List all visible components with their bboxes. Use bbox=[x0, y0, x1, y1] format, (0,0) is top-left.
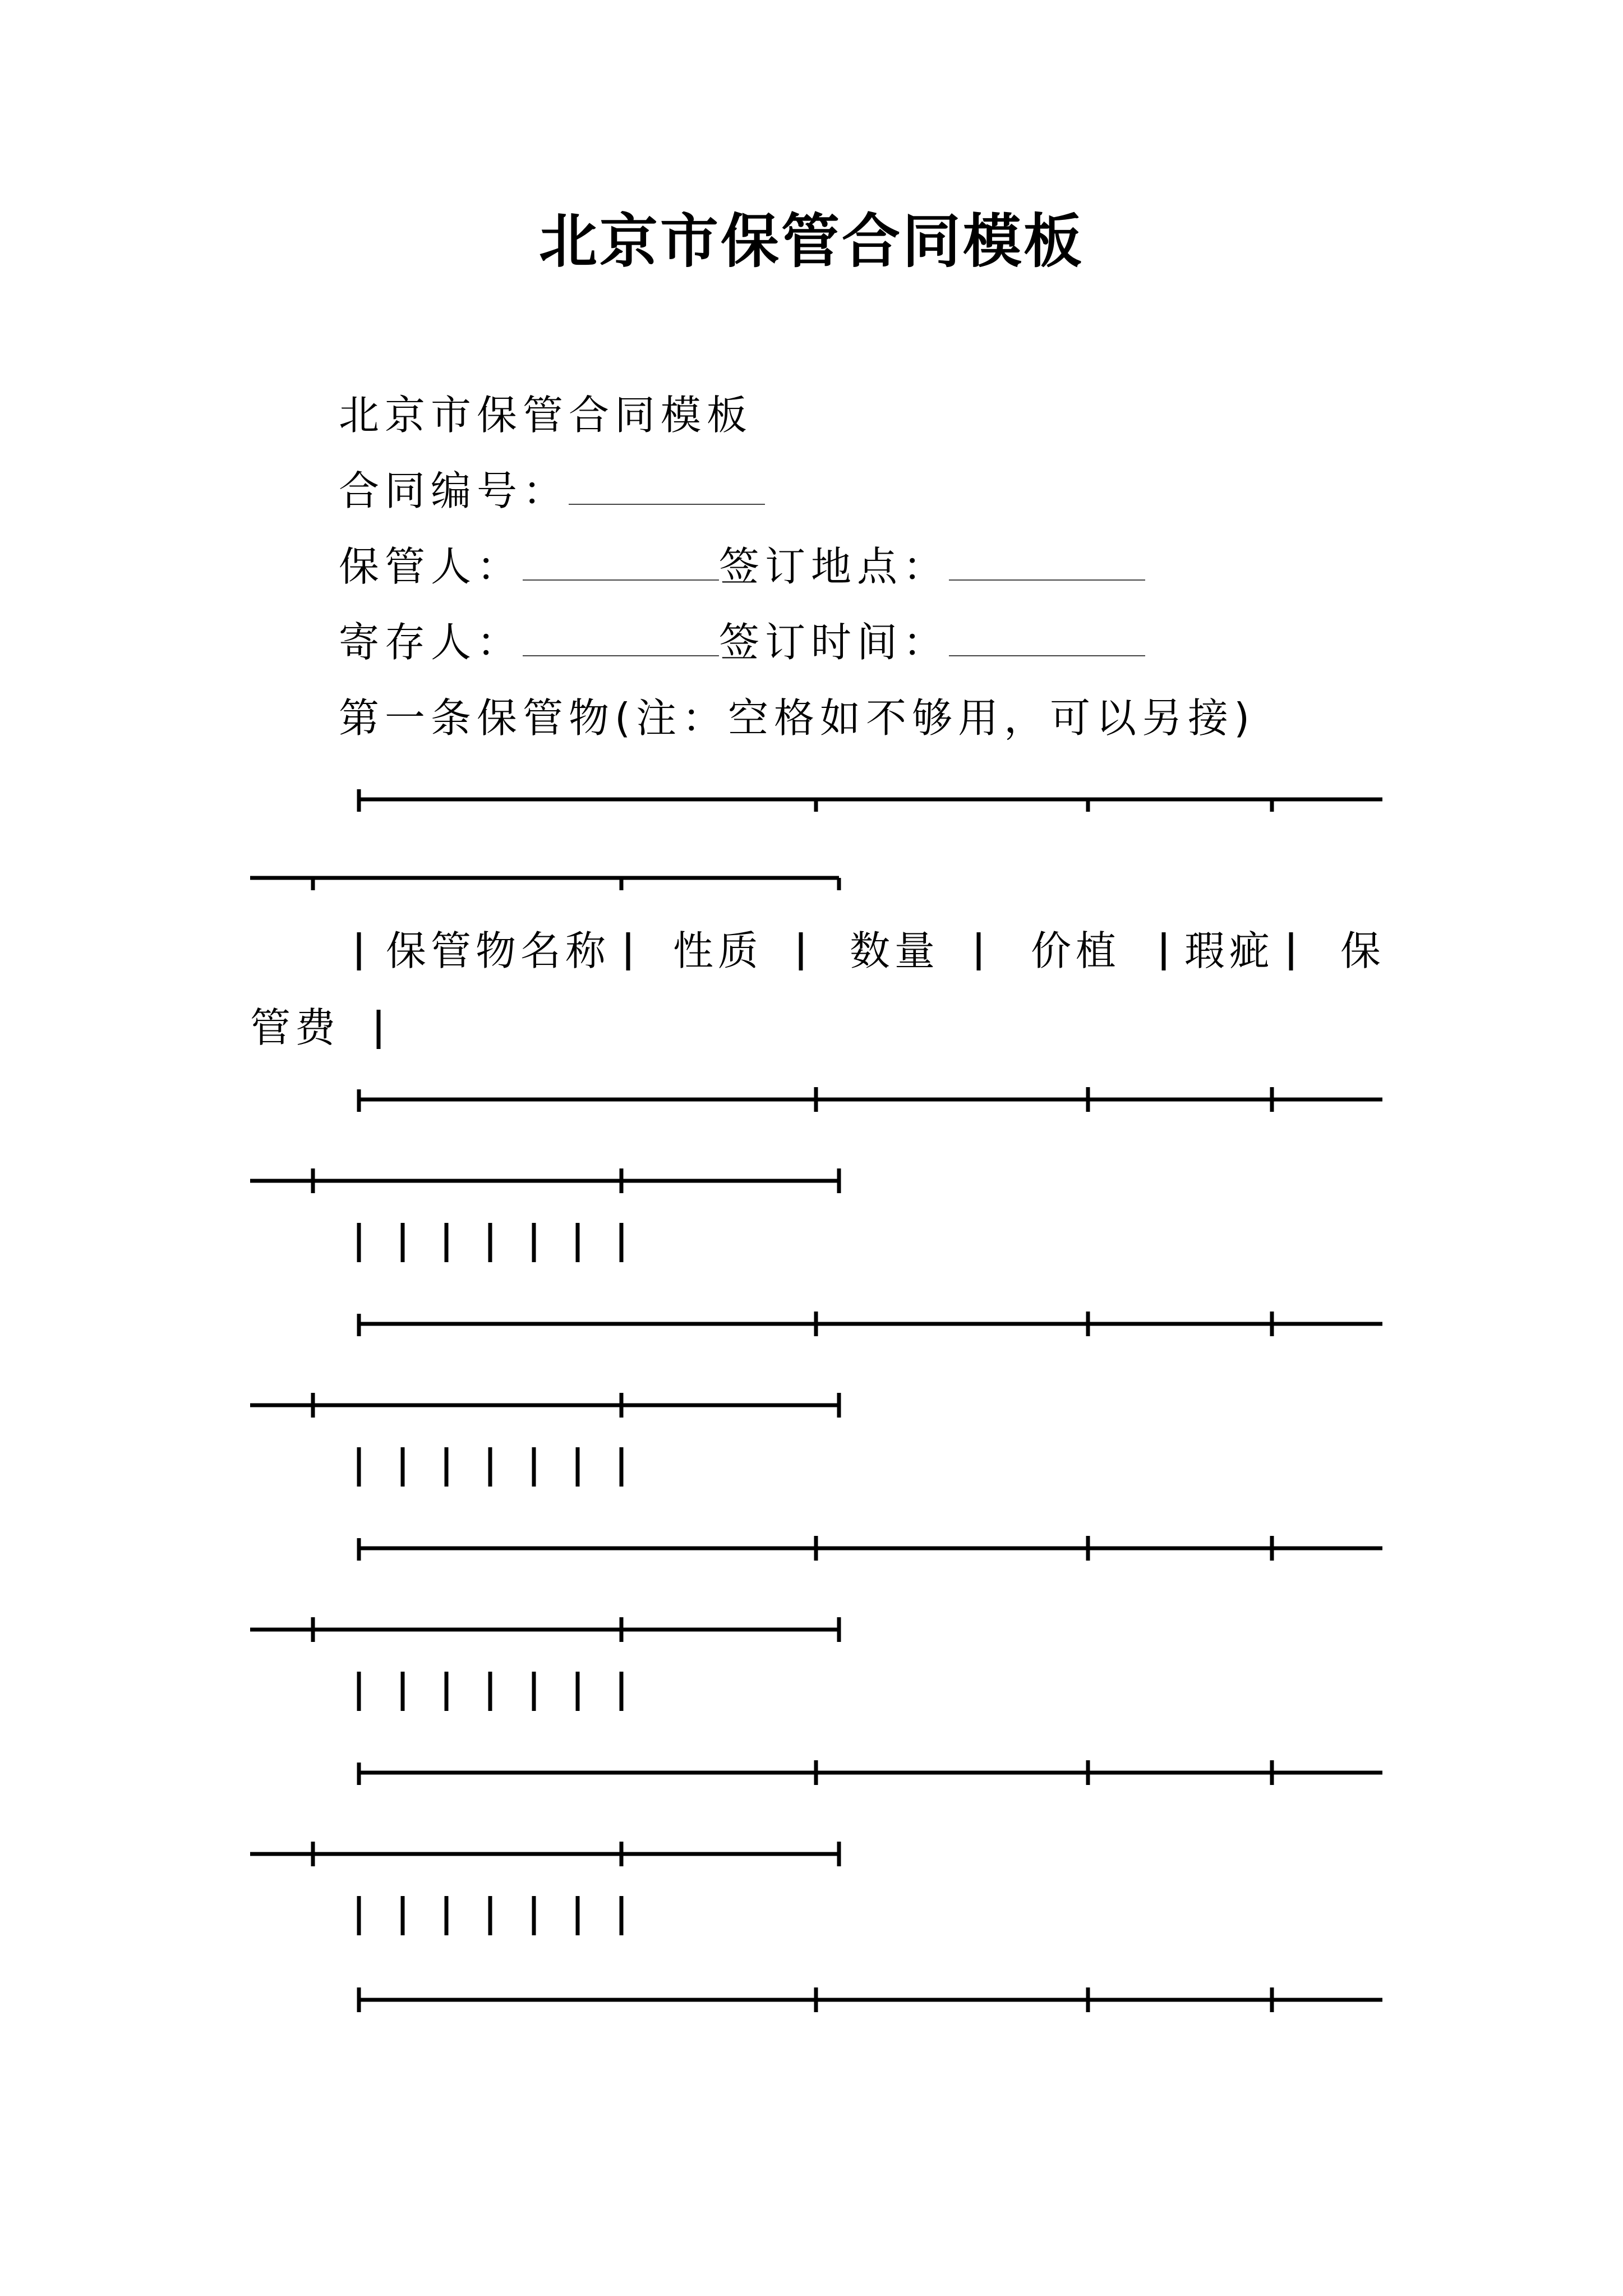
keeper-label: 保管人： bbox=[339, 543, 523, 590]
header-quantity: 数量 bbox=[850, 927, 940, 974]
depositor-label: 寄存人： bbox=[339, 619, 523, 666]
header-fee-part1: 保 bbox=[1340, 927, 1386, 974]
header-value: 价植 bbox=[1031, 927, 1121, 974]
header-fee-part2: 管费 bbox=[250, 1004, 340, 1051]
article-1-heading: 第一条保管物(注：空格如不够用，可以另接) bbox=[339, 694, 1256, 742]
header-nature: 性质 bbox=[673, 927, 763, 974]
sign-time-label: 签订时间： bbox=[719, 619, 949, 666]
document-subtitle: 北京市保管合同模板 bbox=[339, 392, 753, 439]
sign-place-label: 签订地点： bbox=[719, 543, 949, 590]
header-item-name: 保管物名称 bbox=[386, 927, 611, 974]
header-defect: 瑕疵 bbox=[1184, 927, 1275, 974]
contract-number-label: 合同编号： bbox=[339, 467, 569, 514]
document-title: 北京市保管合同模板 bbox=[538, 206, 1084, 275]
